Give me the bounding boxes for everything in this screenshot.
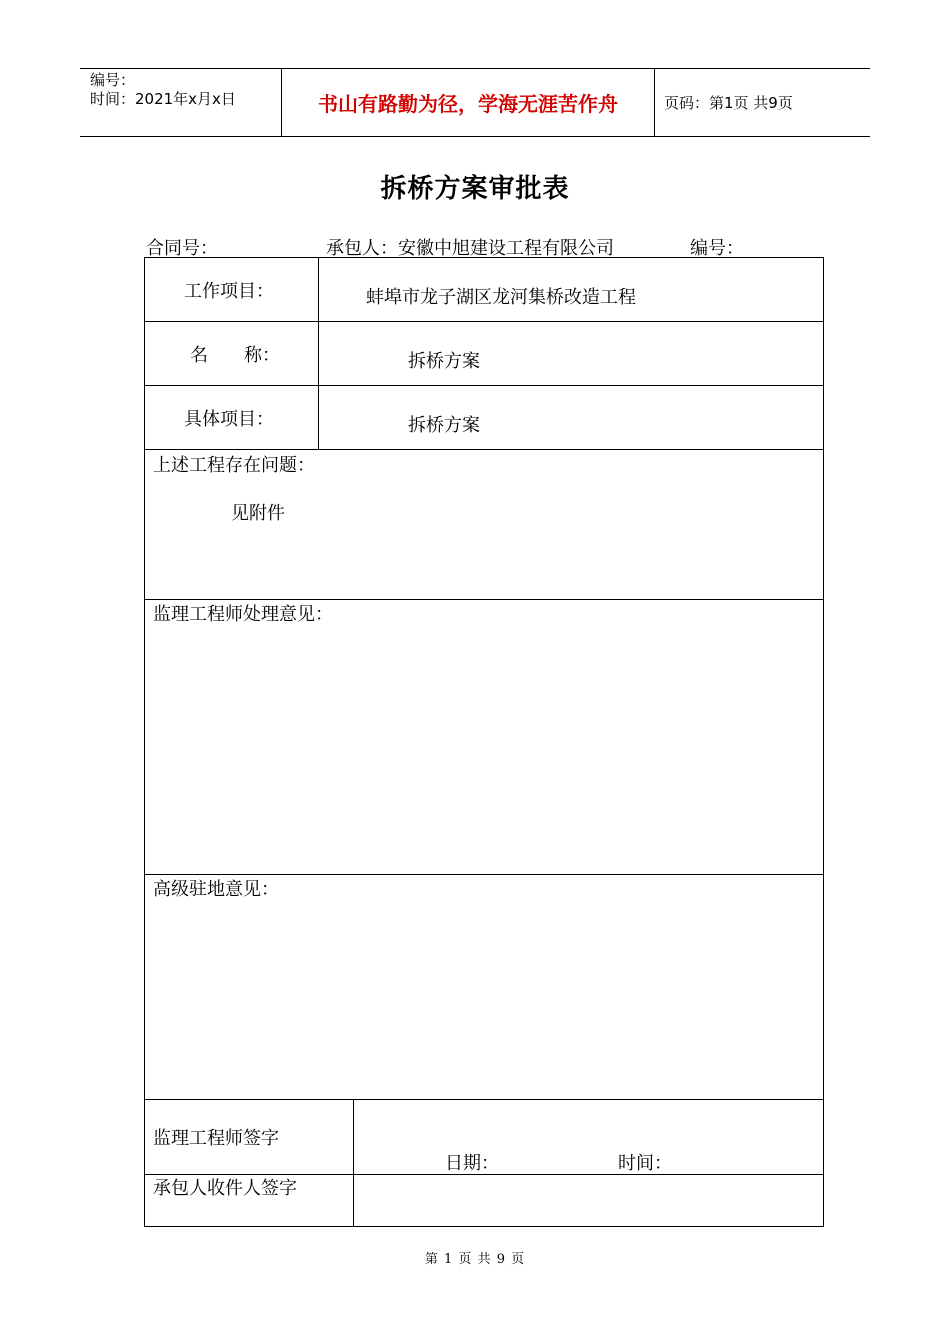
issues-label: 上述工程存在问题： [153, 455, 315, 476]
document-title: 拆桥方案审批表 [380, 174, 570, 204]
name-value: 拆桥方案 [408, 351, 480, 372]
row-divider [145, 599, 823, 600]
contractor-label: 承包人：安徽中旭建设工程有限公司 [326, 238, 614, 259]
row-divider [145, 321, 823, 322]
supervisor-signature-label: 监理工程师签字 [153, 1128, 279, 1149]
header-divider-right [654, 69, 655, 136]
row-divider [145, 449, 823, 450]
work-item-label: 工作项目： [184, 281, 274, 302]
specific-item-value: 拆桥方案 [408, 415, 480, 436]
approval-form [144, 257, 824, 1227]
header-bottom-rule [80, 136, 870, 137]
serial-number-label: 编号： [690, 238, 744, 259]
contract-number-label: 合同号： [146, 238, 218, 259]
row-divider [145, 1099, 823, 1100]
row-divider [145, 385, 823, 386]
label-column-divider [318, 258, 319, 449]
specific-item-label: 具体项目： [184, 409, 274, 430]
contractor-receiver-label: 承包人收件人签字 [153, 1178, 297, 1199]
header-motto: 书山有路勤为径，学海无涯苦作舟 [318, 92, 618, 116]
header-time-label: 时间：2021年x月x日 [90, 90, 236, 108]
work-item-value: 蚌埠市龙子湖区龙河集桥改造工程 [366, 287, 636, 308]
senior-resident-opinion-label: 高级驻地意见： [153, 879, 279, 900]
time-label: 时间： [618, 1153, 672, 1174]
header-number-label: 编号： [90, 71, 136, 89]
signature-column-divider [353, 1099, 354, 1227]
row-divider [145, 874, 823, 875]
issues-value: 见附件 [231, 503, 285, 524]
page-footer: 第 1 页 共 9 页 [424, 1252, 526, 1267]
name-label: 名 称： [190, 345, 280, 366]
date-label: 日期： [445, 1153, 499, 1174]
header-page-info: 页码：第1页 共9页 [664, 94, 793, 112]
supervisor-opinion-label: 监理工程师处理意见： [153, 604, 333, 625]
